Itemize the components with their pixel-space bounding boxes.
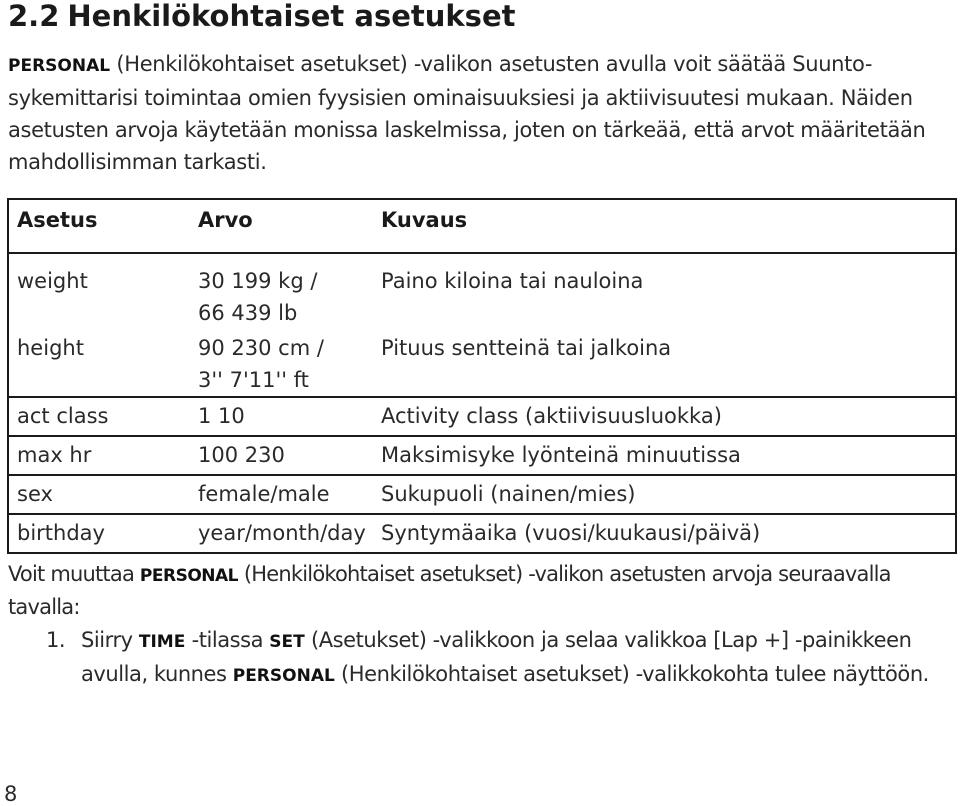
cell-description: Pituus sentteinä tai jalkoina bbox=[381, 336, 672, 360]
instructions-suffix: (Henkilökohtaiset asetukset) -valikon asetusten arvoja seuraavalla tavalla: bbox=[8, 562, 891, 619]
cell-value: 100 230 bbox=[198, 443, 285, 467]
instructions-prefix: Voit muuttaa bbox=[8, 562, 135, 586]
cell-description: Paino kiloina tai nauloina bbox=[381, 269, 644, 293]
cell-description: Maksimisyke lyönteinä minuutissa bbox=[381, 443, 741, 467]
step-keyword: SET bbox=[269, 632, 305, 652]
page-number: 8 bbox=[4, 782, 18, 806]
table-header-row bbox=[8, 199, 956, 253]
table-row bbox=[8, 436, 956, 475]
table-row bbox=[8, 397, 956, 436]
steps-list bbox=[0, 624, 960, 692]
cell-setting: birthday bbox=[17, 521, 105, 545]
step-text: Siirry bbox=[81, 628, 133, 652]
step-number: 1. bbox=[46, 628, 66, 652]
cell-description: Activity class (aktiivisuusluokka) bbox=[381, 404, 722, 428]
instructions-paragraph bbox=[8, 559, 958, 623]
step-keyword: TIME bbox=[138, 632, 186, 652]
header-setting: Asetus bbox=[17, 208, 98, 232]
section-number: 2.2 bbox=[8, 0, 60, 33]
table-row bbox=[8, 475, 956, 514]
cell-setting: max hr bbox=[17, 443, 92, 467]
cell-value-line: 90 230 cm / bbox=[198, 336, 324, 360]
cell-value-line: 3'' 7'11'' ft bbox=[198, 368, 309, 392]
cell-value-line: 66 439 lb bbox=[198, 301, 298, 325]
header-value: Arvo bbox=[198, 208, 253, 232]
table-row bbox=[8, 514, 956, 553]
cell-value: female/male bbox=[198, 482, 330, 506]
cell-setting: act class bbox=[17, 404, 109, 428]
list-item bbox=[0, 624, 951, 692]
section-heading bbox=[8, 0, 515, 36]
instructions-keyword: PERSONAL bbox=[139, 566, 238, 586]
cell-description: Syntymäaika (vuosi/kuukausi/päivä) bbox=[381, 521, 761, 545]
cell-value bbox=[190, 329, 373, 397]
intro-keyword: PERSONAL bbox=[8, 56, 111, 76]
cell-value: 1 10 bbox=[198, 404, 245, 428]
cell-description: Sukupuoli (nainen/mies) bbox=[381, 482, 636, 506]
step-text: (Asetukset) -valikkoon ja selaa valikkoa [Lap +] -painikkeen avulla, kunnes bbox=[81, 628, 912, 686]
cell-value-line: 30 199 kg / bbox=[198, 269, 318, 293]
header-description: Kuvaus bbox=[381, 208, 468, 232]
section-title: Henkilökohtaiset asetukset bbox=[67, 0, 516, 33]
table-row bbox=[8, 253, 956, 329]
table-row bbox=[8, 329, 956, 397]
step-keyword: PERSONAL bbox=[232, 666, 335, 686]
intro-text: (Henkilökohtaiset asetukset) -valikon asetusten avulla voit säätää Suunto-sykemittarisi toimintaa omien fyysisien ominaisuuksiesi ja aktiivisuutesi mukaan. Näiden asetusten arvoja käytetään monissa laskelmissa, joten on tärkeää, että arvot määritetään mahdollisimman tarkasti. bbox=[8, 52, 926, 174]
cell-setting: weight bbox=[17, 269, 88, 293]
cell-setting: sex bbox=[17, 482, 53, 506]
cell-value: year/month/day bbox=[198, 521, 366, 545]
step-text: (Henkilökohtaiset asetukset) -valikkokohta tulee näyttöön. bbox=[341, 662, 929, 686]
cell-setting: height bbox=[17, 336, 84, 360]
cell-value bbox=[190, 253, 373, 329]
intro-paragraph bbox=[8, 48, 953, 178]
settings-table bbox=[7, 198, 957, 554]
step-text: -tilassa bbox=[191, 628, 264, 652]
